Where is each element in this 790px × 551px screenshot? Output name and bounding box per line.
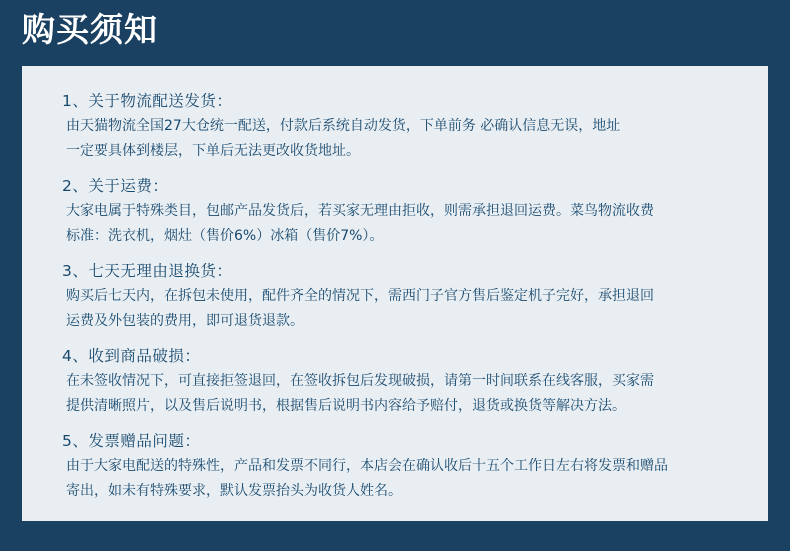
page-header [0,0,790,62]
notice-section [48,88,742,164]
section-body [48,199,742,249]
section-line: 标准：洗衣机，烟灶（售价6%）冰箱（售价7%）。 [66,228,384,244]
section-heading: 1、关于物流配送发货： [62,92,233,110]
section-line: 在未签收情况下，可直接拒签退回，在签收拆包后发现破损，请第一时间联系在线客服，买家需 [66,373,654,389]
section-line: 提供清晰照片，以及售后说明书，根据售后说明书内容给予赔付，退货或换货等解决方法。 [66,398,626,414]
section-line: 由天猫物流全国27大仓统一配送，付款后系统自动发货，下单前务 必确认信息无误，地址 [66,118,621,134]
section-line: 运费及外包装的费用，即可退货退款。 [66,313,304,329]
section-line: 大家电属于特殊类目，包邮产品发货后，若买家无理由拒收，则需承担退回运费。菜鸟物流收费 [66,203,654,219]
section-heading: 2、关于运费： [62,177,169,195]
section-body [48,114,742,164]
section-body [48,454,742,504]
notice-card [22,66,768,521]
notice-section [48,258,742,334]
section-line: 一定要具体到楼层，下单后无法更改收货地址。 [66,143,360,159]
page-title: 购买须知 [22,10,158,49]
notice-section [48,428,742,504]
section-heading: 5、发票赠品问题： [62,432,201,450]
notice-section [48,173,742,249]
section-body [48,369,742,419]
notice-section [48,343,742,419]
section-heading: 3、七天无理由退换货： [62,262,233,280]
section-heading: 4、收到商品破损： [62,347,201,365]
section-body [48,284,742,334]
section-line: 寄出，如未有特殊要求，默认发票抬头为收货人姓名。 [66,483,402,499]
section-line: 由于大家电配送的特殊性，产品和发票不同行，本店会在确认收后十五个工作日左右将发票和赠品 [66,458,668,474]
section-line: 购买后七天内，在拆包未使用，配件齐全的情况下，需西门子官方售后鉴定机子完好，承担退回 [66,288,654,304]
